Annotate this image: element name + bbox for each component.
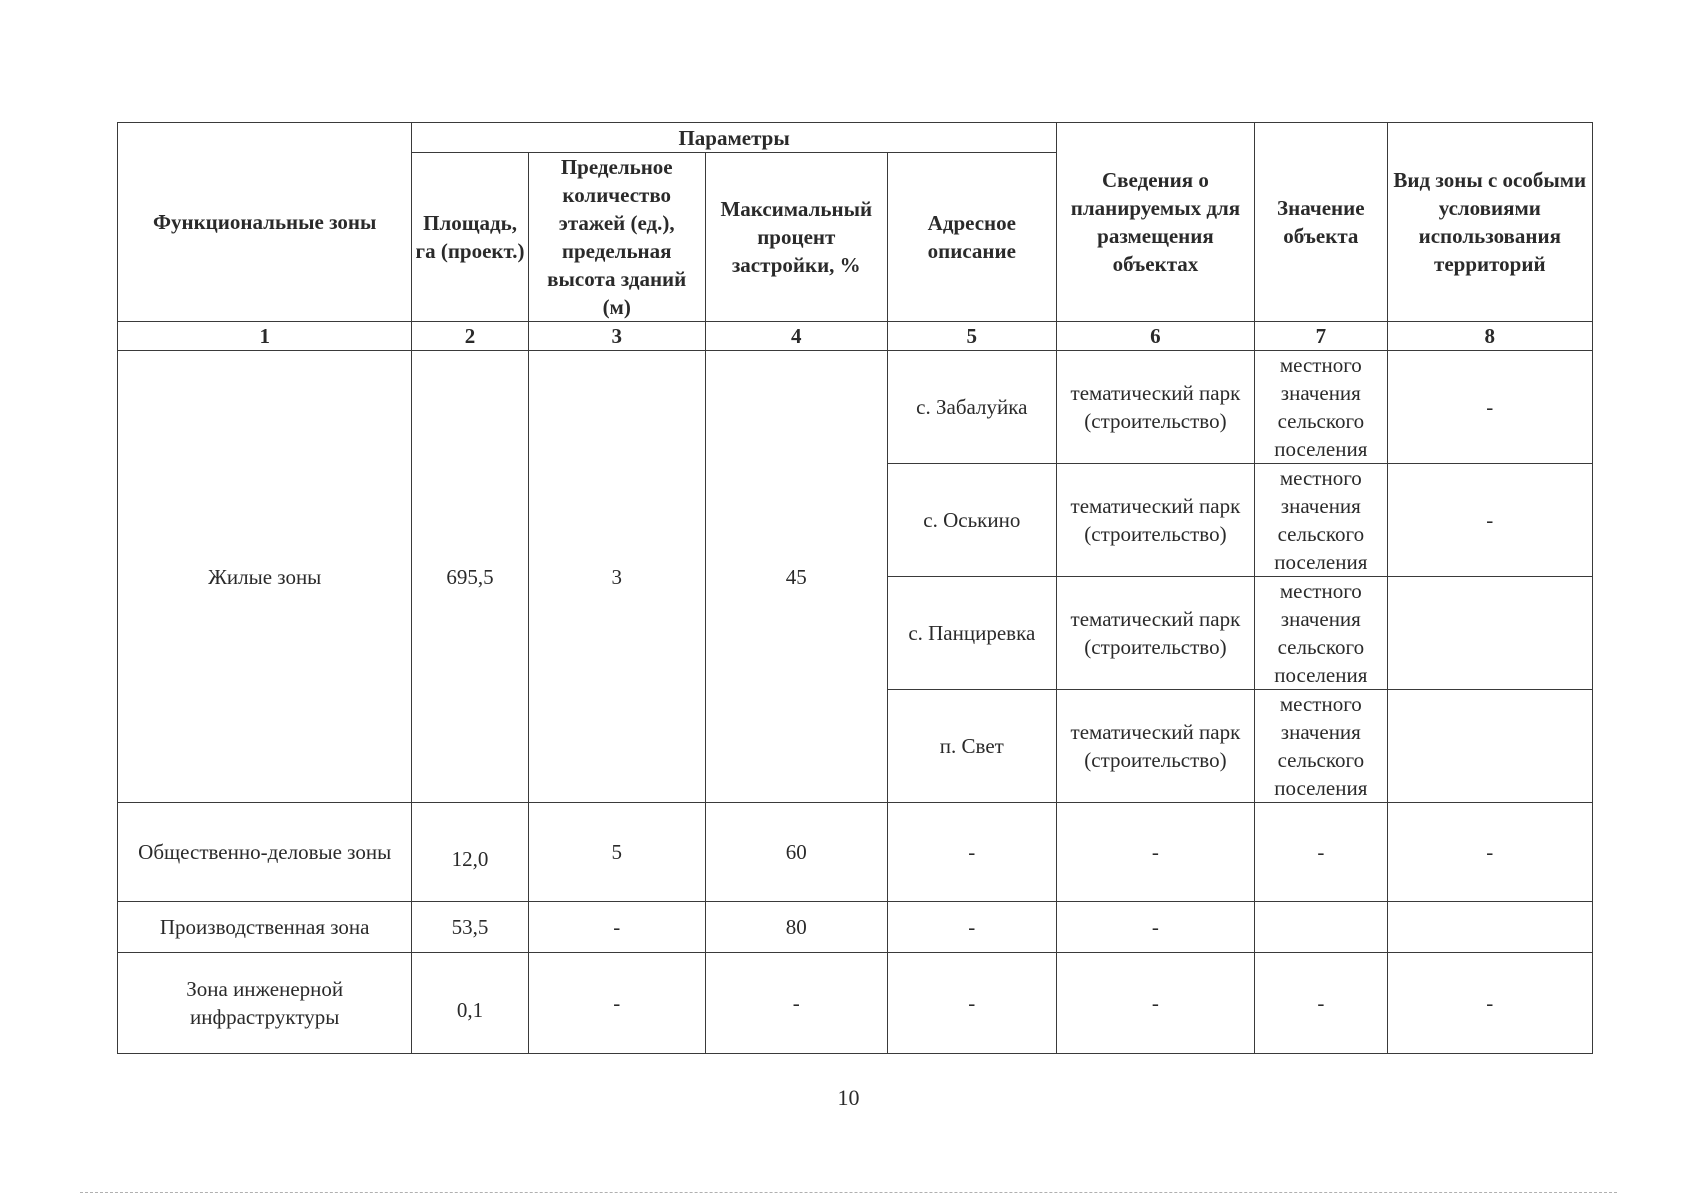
address-cell: - bbox=[887, 803, 1056, 902]
zone-type-cell bbox=[1387, 577, 1592, 690]
header-max-percent: Максимальный процент застройки, % bbox=[705, 153, 887, 322]
zone-name-cell: Общественно-деловые зоны bbox=[118, 803, 412, 902]
area-cell: 695,5 bbox=[412, 351, 528, 803]
planned-cell: - bbox=[1056, 902, 1254, 953]
zone-type-cell: - bbox=[1387, 464, 1592, 577]
planned-cell: тематический парк (строительство) bbox=[1056, 351, 1254, 464]
floors-cell: - bbox=[528, 902, 705, 953]
header-address: Адресное описание bbox=[887, 153, 1056, 322]
significance-cell: местного значения сельского поселения bbox=[1255, 351, 1388, 464]
col-number: 1 bbox=[118, 322, 412, 351]
header-params: Параметры bbox=[412, 123, 1056, 153]
header-floors: Предельное количество этажей (ед.), предельная высота зданий (м) bbox=[528, 153, 705, 322]
floors-cell: 5 bbox=[528, 803, 705, 902]
scan-edge-line bbox=[80, 1192, 1617, 1193]
header-zones: Функциональные зоны bbox=[118, 123, 412, 322]
table-row bbox=[118, 351, 1593, 464]
area-cell: 12,0 bbox=[412, 803, 528, 902]
col-number: 6 bbox=[1056, 322, 1254, 351]
zone-name-cell: Зона инженерной инфраструктуры bbox=[118, 953, 412, 1054]
significance-cell: - bbox=[1255, 803, 1388, 902]
max-percent-cell: 45 bbox=[705, 351, 887, 803]
significance-cell: - bbox=[1255, 953, 1388, 1054]
table-row bbox=[118, 902, 1593, 953]
zone-type-cell: - bbox=[1387, 803, 1592, 902]
planned-cell: - bbox=[1056, 953, 1254, 1054]
max-percent-cell: 80 bbox=[705, 902, 887, 953]
header-significance: Значение объекта bbox=[1255, 123, 1388, 322]
table-row bbox=[118, 803, 1593, 902]
planned-cell: - bbox=[1056, 803, 1254, 902]
significance-cell: местного значения сельского поселения bbox=[1255, 577, 1388, 690]
col-number: 3 bbox=[528, 322, 705, 351]
area-cell: 0,1 bbox=[412, 953, 528, 1054]
area-cell: 53,5 bbox=[412, 902, 528, 953]
page-number: 10 bbox=[837, 1085, 860, 1110]
header-zone-type: Вид зоны с особыми условиями использования территорий bbox=[1387, 123, 1592, 322]
address-cell: - bbox=[887, 953, 1056, 1054]
address-cell: с. Оськино bbox=[887, 464, 1056, 577]
col-number: 7 bbox=[1255, 322, 1388, 351]
header-area: Площадь, га (проект.) bbox=[412, 153, 528, 322]
planned-cell: тематический парк (строительство) bbox=[1056, 577, 1254, 690]
col-number: 5 bbox=[887, 322, 1056, 351]
col-number: 2 bbox=[412, 322, 528, 351]
zone-name-cell: Жилые зоны bbox=[118, 351, 412, 803]
significance-cell: местного значения сельского поселения bbox=[1255, 690, 1388, 803]
column-numbers-row bbox=[118, 322, 1593, 351]
planned-cell: тематический парк (строительство) bbox=[1056, 690, 1254, 803]
max-percent-cell: - bbox=[705, 953, 887, 1054]
col-number: 8 bbox=[1387, 322, 1592, 351]
zone-type-cell bbox=[1387, 690, 1592, 803]
zone-type-cell bbox=[1387, 902, 1592, 953]
floors-cell: - bbox=[528, 953, 705, 1054]
significance-cell: местного значения сельского поселения bbox=[1255, 464, 1388, 577]
planned-cell: тематический парк (строительство) bbox=[1056, 464, 1254, 577]
significance-cell bbox=[1255, 902, 1388, 953]
zone-name-cell: Производственная зона bbox=[118, 902, 412, 953]
col-number: 4 bbox=[705, 322, 887, 351]
zone-type-cell: - bbox=[1387, 953, 1592, 1054]
max-percent-cell: 60 bbox=[705, 803, 887, 902]
floors-cell: 3 bbox=[528, 351, 705, 803]
address-cell: - bbox=[887, 902, 1056, 953]
table-row bbox=[118, 953, 1593, 1054]
zone-type-cell: - bbox=[1387, 351, 1592, 464]
address-cell: п. Свет bbox=[887, 690, 1056, 803]
zones-table bbox=[117, 122, 1593, 1054]
header-planned: Сведения о планируемых для размещения объектах bbox=[1056, 123, 1254, 322]
address-cell: с. Забалуйка bbox=[887, 351, 1056, 464]
address-cell: с. Панциревка bbox=[887, 577, 1056, 690]
